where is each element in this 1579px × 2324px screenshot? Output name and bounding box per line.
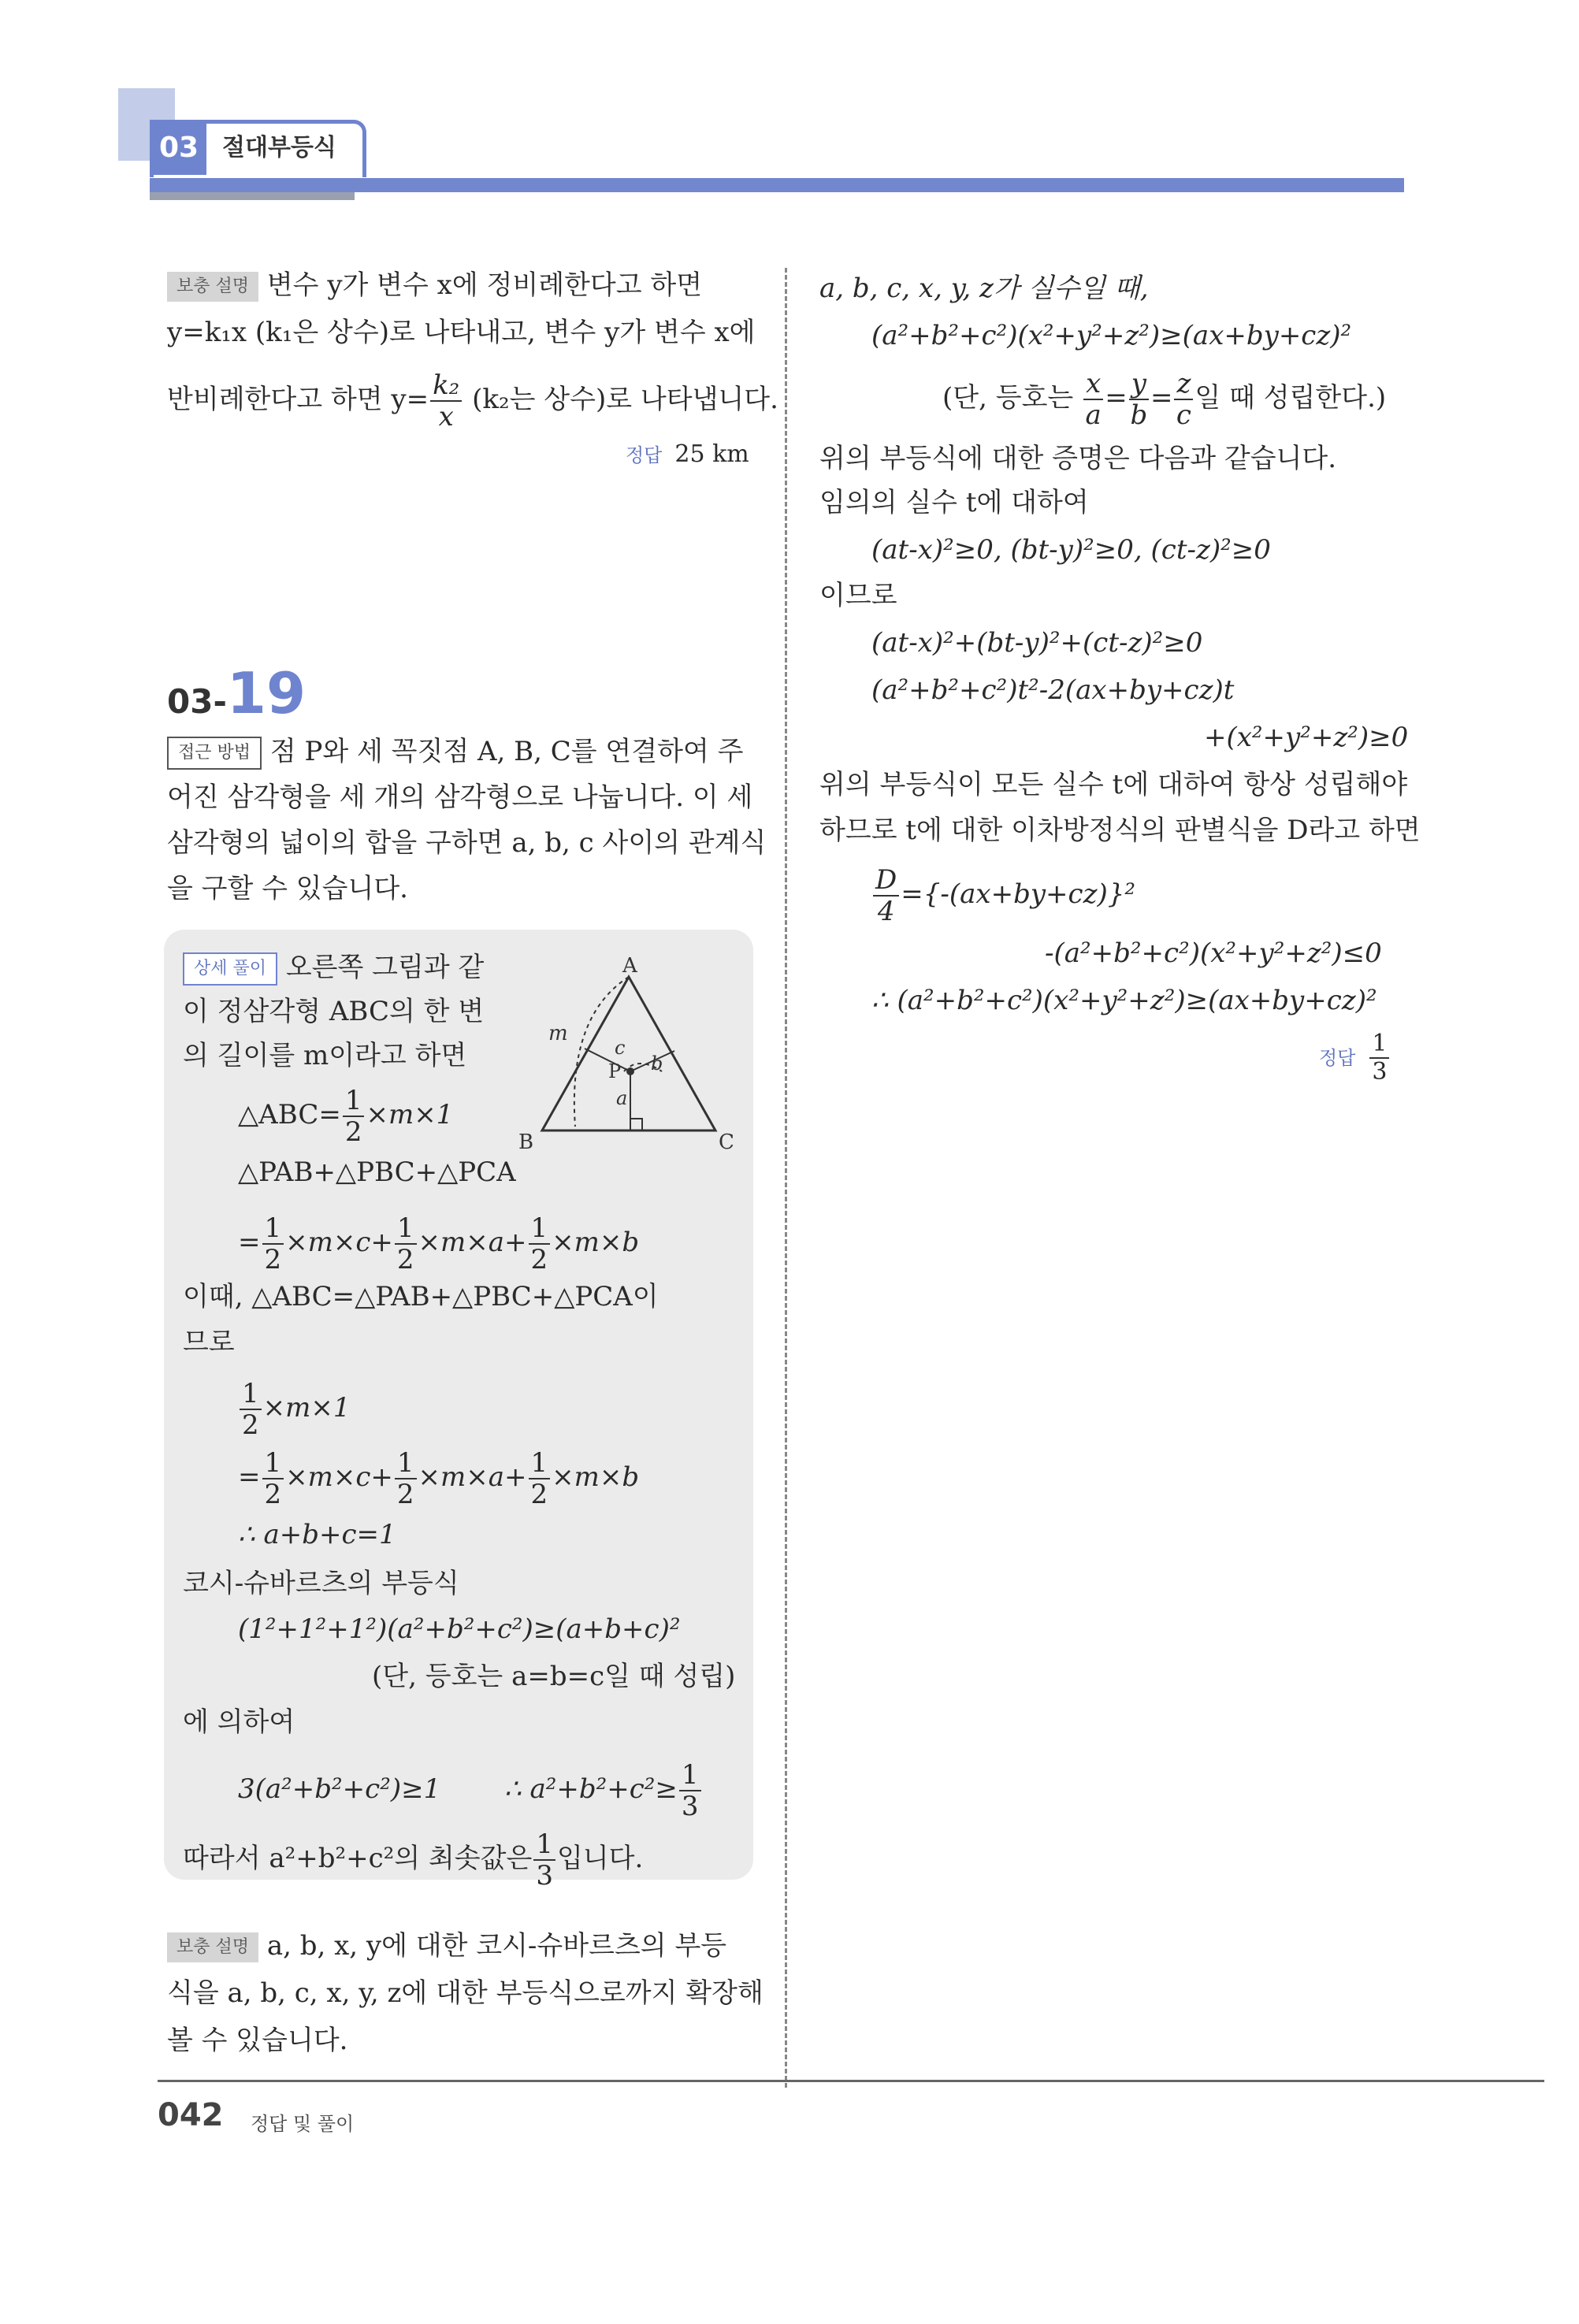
approach-line4: 을 구할 수 있습니다. (167, 873, 408, 904)
note1-tag: 보충 설명 (167, 272, 258, 302)
eq3-d: ×m×b (552, 1227, 640, 1258)
problem-num: 19 (226, 660, 307, 726)
label-dist-b: b (651, 1052, 663, 1075)
third-num: 1 (533, 1831, 555, 1861)
note1 (167, 265, 702, 306)
label-dist-a: a (616, 1087, 628, 1109)
solution-line4: 이때, △ABC=△PAB+△PBC+△PCA이 (183, 1281, 659, 1312)
right-eq6: +(x²+y²+z²)≥0 (1204, 722, 1409, 753)
right-line3: 임의의 실수 t에 대하여 (819, 487, 1089, 518)
approach (167, 731, 743, 772)
column-divider (785, 268, 787, 2088)
note2-tag: 보충 설명 (167, 1932, 258, 1962)
header-bar (150, 178, 1404, 192)
eq2-a-den: a (1085, 399, 1102, 431)
right-eq8: -(a²+b²+c²)(x²+y²+z²)≤0 (1045, 937, 1382, 969)
solution-eq9 (238, 1759, 703, 1822)
label-p: P (608, 1060, 622, 1082)
eq1-a: △ABC= (238, 1099, 341, 1130)
note1-line1: 변수 y가 변수 x에 정비례한다고 하면 (266, 269, 703, 301)
label-b: B (518, 1130, 534, 1154)
note1-frac-num: k₂ (430, 372, 462, 402)
half-num: 1 (343, 1087, 365, 1117)
solution-line7: 에 의하여 (183, 1706, 295, 1738)
note1-line3-a: 반비례한다고 하면 y= (167, 384, 429, 415)
third-den: 3 (536, 1860, 553, 1891)
footer-label: 정답 및 풀이 (251, 2113, 355, 2135)
chapter-number: 03 (151, 121, 206, 175)
eq1-half (343, 1085, 365, 1148)
problem-prefix: 03- (167, 682, 227, 721)
eq3-a: = (238, 1227, 261, 1258)
note1-fraction (430, 369, 462, 433)
solution-line5: 므로 (183, 1327, 235, 1358)
right-eq9: ∴ (a²+b²+c²)(x²+y²+z²)≥(ax+by+cz)² (871, 985, 1377, 1016)
note1-answer (626, 440, 749, 468)
eq1-b: ×m×1 (366, 1099, 454, 1130)
eq2-z: z (1174, 370, 1193, 400)
solution-eq8: (단, 등호는 a=b=c일 때 성립) (372, 1661, 736, 1692)
eq4-text: ×m×1 (262, 1392, 351, 1424)
half-num: 1 (240, 1380, 262, 1410)
eq7-text: ={-(ax+by+cz)}² (901, 878, 1136, 910)
half-den: 2 (530, 1479, 548, 1510)
third-den: 3 (681, 1791, 699, 1822)
right-line6: 하므로 t에 대한 이차방정식의 판별식을 D라고 하면 (819, 815, 1421, 846)
solution-line1: 오른쪽 그림과 같 (285, 952, 485, 983)
triangle-figure (512, 953, 741, 1158)
right-answer (1319, 1032, 1391, 1084)
half-num: 1 (529, 1215, 551, 1245)
half-num: 1 (262, 1215, 284, 1245)
eq5-a: = (238, 1461, 261, 1493)
note1-answer-value: 25 km (674, 440, 749, 468)
note1-line2: y=k₁x (k₁은 상수)로 나타내고, 변수 y가 변수 x에 (167, 317, 756, 348)
half-den: 2 (396, 1479, 414, 1510)
solution-eq1 (238, 1085, 454, 1148)
eq5-c: ×m×a+ (418, 1461, 527, 1493)
right-answer-num: 1 (1369, 1032, 1389, 1059)
solution-eq2: △PAB+△PBC+△PCA (238, 1156, 516, 1188)
eq5-b: ×m×c+ (285, 1461, 393, 1493)
chapter-title: 절대부등식 (222, 134, 336, 161)
solution-eq5 (238, 1447, 640, 1510)
third-num: 1 (679, 1762, 701, 1791)
note1-line3 (167, 369, 778, 433)
note1-line3-b: (k₂는 상수)로 나타냅니다. (472, 384, 778, 415)
eq2-b: 일 때 성립한다.) (1194, 382, 1387, 414)
half-den: 2 (530, 1244, 548, 1275)
eq2-y: y (1129, 370, 1149, 400)
right-line2: 위의 부등식에 대한 증명은 다음과 같습니다. (819, 443, 1337, 474)
solution-tag: 상세 풀이 (183, 952, 277, 986)
half-num: 1 (395, 1215, 417, 1245)
half-den: 2 (264, 1244, 282, 1275)
solution-eq7: (1²+1²+1²)(a²+b²+c²)≥(a+b+c)² (238, 1613, 681, 1645)
half-den: 2 (344, 1116, 362, 1148)
approach-line1: 점 P와 세 꼭짓점 A, B, C를 연결하여 주 (269, 736, 744, 767)
eq9-a: 3(a²+b²+c²)≥1 (238, 1773, 441, 1805)
half-den: 2 (396, 1244, 414, 1275)
eq5-d: ×m×b (552, 1461, 640, 1493)
note2 (167, 1925, 726, 1966)
eq7-den: 4 (877, 896, 895, 927)
note2-line1: a, b, x, y에 대한 코시-슈바르츠의 부등 (266, 1930, 727, 1962)
eq3-b: ×m×c+ (285, 1227, 393, 1258)
approach-line2: 어진 삼각형을 세 개의 삼각형으로 나눕니다. 이 세 (167, 781, 753, 813)
solution-line2: 이 정삼각형 ABC의 한 변 (183, 996, 485, 1027)
approach-tag: 접근 방법 (167, 737, 262, 770)
problem-number (167, 660, 306, 726)
right-line5: 위의 부등식이 모든 실수 t에 대하여 항상 성립해야 (819, 769, 1408, 800)
label-c: C (719, 1130, 734, 1154)
solution-eq6: ∴ a+b+c=1 (238, 1519, 396, 1550)
solution-line3: 의 길이를 m이라고 하면 (183, 1040, 467, 1071)
solution-line8 (183, 1828, 644, 1891)
note2-line2: 식을 a, b, c, x, y, z에 대한 부등식으로까지 확장해 (167, 1977, 763, 2009)
point-p (626, 1067, 634, 1075)
page-number: 042 (158, 2097, 224, 2133)
approach-line3: 삼각형의 넓이의 합을 구하면 a, b, c 사이의 관계식 (167, 827, 767, 859)
right-eq2: (단, 등호는 $\frac{x}{a}$ = $\frac{y}{b}$ = $\frac{z}{c}$ 일 때 성립한다.) (942, 368, 1387, 431)
header-bar-shadow (150, 192, 355, 200)
eq2-a: (단, 등호는 (942, 382, 1074, 414)
note2-line3: 볼 수 있습니다. (167, 2025, 348, 2056)
half-num: 1 (262, 1450, 284, 1479)
eq2-c-den: c (1176, 399, 1191, 431)
line8-a: 따라서 a²+b²+c²의 최솟값은 (183, 1843, 533, 1874)
footer-rule (158, 2080, 1544, 2082)
half-num: 1 (395, 1450, 417, 1479)
eq2-b-den: b (1130, 399, 1148, 431)
solution-line6: 코시-슈바르츠의 부등식 (183, 1568, 459, 1599)
eq9-b: ∴ a²+b²+c²≥ (504, 1773, 678, 1805)
right-eq7 (871, 864, 1136, 927)
eq2-x: x (1083, 370, 1103, 400)
right-eq3: (at-x)²≥0, (bt-y)²≥0, (ct-z)²≥0 (871, 534, 1271, 566)
solution-eq4 (238, 1380, 351, 1439)
label-m: m (548, 1022, 568, 1045)
right-angle-bc (630, 1119, 642, 1130)
eq3-c: ×m×a+ (418, 1227, 527, 1258)
half-num: 1 (529, 1450, 551, 1479)
eq7-num: D (873, 867, 899, 897)
right-line4: 이므로 (819, 580, 897, 611)
right-eq4: (at-x)²+(bt-y)²+(ct-z)²≥0 (871, 627, 1203, 659)
right-eq1: (a²+b²+c²)(x²+y²+z²)≥(ax+by+cz)² (871, 320, 1352, 351)
right-answer-den: 3 (1372, 1058, 1388, 1086)
right-line1: a, b, c, x, y, z가 실수일 때, (819, 273, 1149, 304)
label-a: A (622, 954, 637, 978)
label-dist-c: c (615, 1037, 626, 1059)
right-answer-label: 정답 (1319, 1047, 1356, 1069)
half-den: 2 (242, 1409, 259, 1441)
line8-b: 입니다. (556, 1843, 644, 1874)
solution-eq3 (238, 1212, 640, 1275)
triangle-abc (542, 977, 715, 1130)
note1-frac-den: x (438, 401, 454, 433)
solution-intro (183, 947, 484, 988)
note1-answer-label: 정답 (626, 444, 663, 466)
right-eq5: (a²+b²+c²)t²-2(ax+by+cz)t (871, 674, 1235, 706)
half-den: 2 (264, 1479, 282, 1510)
